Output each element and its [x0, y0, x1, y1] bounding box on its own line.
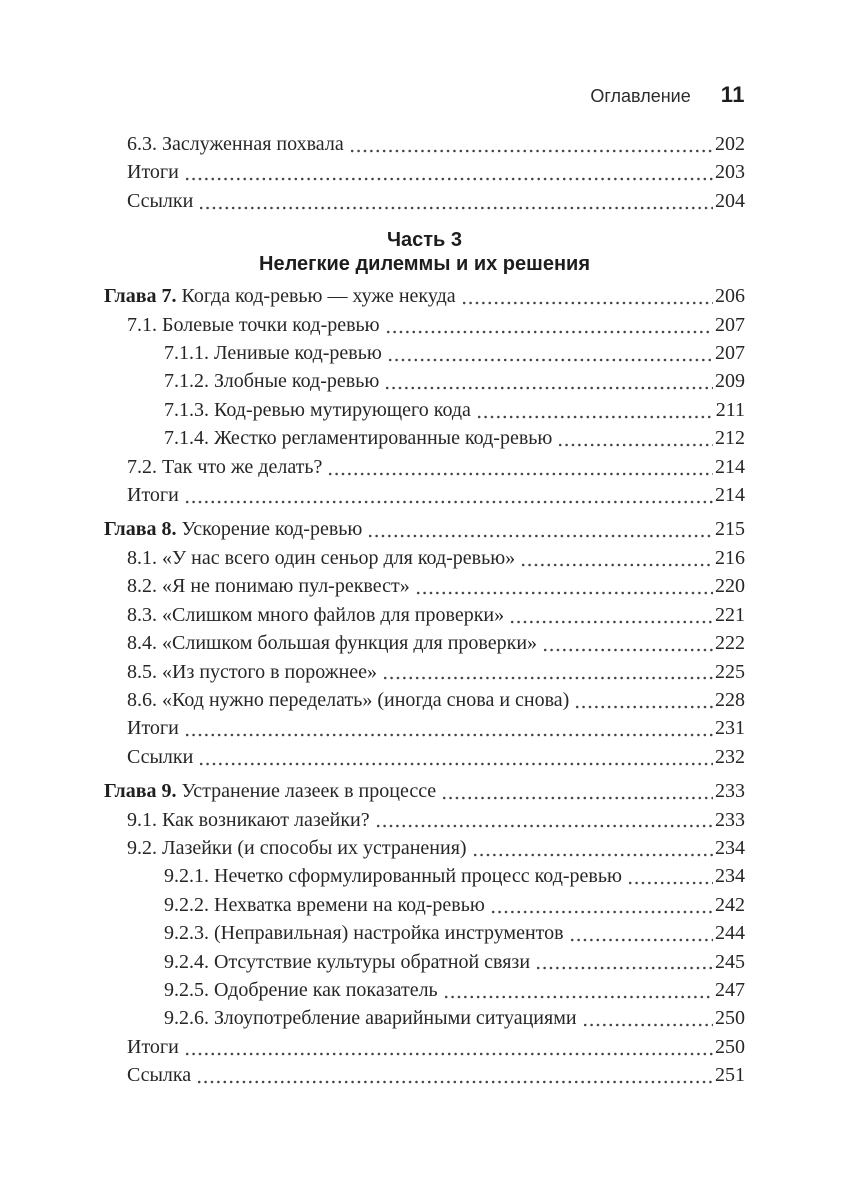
dot-leader [627, 862, 713, 890]
toc-entry-label: Итоги [127, 717, 179, 740]
toc-entry-page: 234 [715, 865, 745, 888]
toc-entry [104, 311, 745, 339]
dot-leader [385, 311, 713, 339]
toc-entry-page: 234 [715, 836, 745, 859]
toc-entry-label: 7.1.3. Код-ревью мутирующего кода [164, 398, 471, 421]
part-heading [104, 228, 745, 276]
toc-entry-label: Глава 8. Ускорение код-ревью [104, 518, 363, 541]
toc-entry [104, 187, 745, 215]
toc-entry-page: 222 [715, 632, 745, 655]
toc-entry [104, 891, 745, 919]
toc-chapter-entry [104, 515, 745, 543]
toc-entry-page: 212 [715, 427, 745, 450]
toc-entry-label: Итоги [127, 161, 179, 184]
toc-entry [104, 424, 745, 452]
toc-entry [104, 158, 745, 186]
toc-entry-label: 9.1. Как возникают лазейки? [127, 808, 370, 831]
toc-entry-page: 245 [715, 950, 745, 973]
toc-entry [104, 572, 745, 600]
page-number: 11 [720, 82, 745, 107]
dot-leader [520, 544, 713, 572]
toc-entry [104, 601, 745, 629]
toc-entry-label: 9.2.5. Одобрение как показатель [164, 978, 438, 1001]
toc-entry-page: 206 [715, 285, 745, 308]
dot-leader [443, 976, 713, 1004]
toc-entry-page: 216 [715, 546, 745, 569]
dot-leader [184, 481, 713, 509]
toc-entry-page: 231 [715, 717, 745, 740]
toc-chapter-entry [104, 777, 745, 805]
dot-leader [557, 424, 713, 452]
toc-entry [104, 948, 745, 976]
toc-entry [104, 834, 745, 862]
toc-entry-page: 247 [715, 978, 745, 1001]
toc-entry [104, 862, 745, 890]
running-head: Оглавление [590, 86, 691, 106]
toc-entry-page: 250 [715, 1007, 745, 1030]
dot-leader [198, 187, 713, 215]
toc-entry-label: 8.4. «Слишком большая функция для проверки» [127, 632, 538, 655]
toc-entry-page: 250 [715, 1035, 745, 1058]
dot-leader [569, 919, 713, 947]
toc-entry-label: 9.2.6. Злоупотребление аварийными ситуациями [164, 1007, 577, 1030]
toc-chapter-number: Глава 8. [104, 518, 182, 541]
dot-leader [375, 806, 713, 834]
toc-entry-page: 214 [715, 484, 745, 507]
toc-entry [104, 743, 745, 771]
toc-entry-page: 204 [715, 189, 745, 212]
toc-entry-label: Глава 9. Устранение лазеек в процессе [104, 780, 437, 803]
toc-entry-label: 9.2.2. Нехватка времени на код-ревью [164, 893, 485, 916]
toc-entry [104, 481, 745, 509]
toc-entry-label: 8.1. «У нас всего один сеньор для код-ревью» [127, 546, 516, 569]
dot-leader [542, 629, 713, 657]
dot-leader [387, 339, 713, 367]
dot-leader [367, 515, 713, 543]
toc-entry-page: 233 [715, 808, 745, 831]
toc-entry-page: 207 [715, 342, 745, 365]
toc-entry [104, 367, 745, 395]
toc-entry-label: Ссылки [127, 745, 194, 768]
toc-entry [104, 339, 745, 367]
toc-entry-label: 9.2. Лазейки (и способы их устранения) [127, 836, 467, 859]
toc-entry [104, 629, 745, 657]
toc-entry-label: 8.3. «Слишком много файлов для проверки» [127, 603, 505, 626]
toc-entry-label: 9.2.1. Нечетко сформулированный процесс код-ревью [164, 865, 622, 888]
toc-entry [104, 976, 745, 1004]
toc-entry-page: 244 [715, 922, 745, 945]
dot-leader [382, 658, 713, 686]
toc-entry-page: 207 [715, 313, 745, 336]
toc-entry-page: 251 [715, 1064, 745, 1087]
toc-entry-page: 233 [715, 780, 745, 803]
toc-entry-label: Глава 7. Когда код-ревью — хуже некуда [104, 285, 456, 308]
toc-entry-label: 8.5. «Из пустого в порожнее» [127, 660, 378, 683]
toc-entry-label: Ссылка [127, 1064, 192, 1087]
toc-entry [104, 919, 745, 947]
toc-entry-label: 9.2.4. Отсутствие культуры обратной связи [164, 950, 531, 973]
dot-leader [441, 777, 713, 805]
dot-leader [384, 367, 713, 395]
dot-leader [415, 572, 713, 600]
toc-entry-label: 7.1.4. Жестко регламентированные код-ревью [164, 427, 553, 450]
toc-entry [104, 544, 745, 572]
part-heading-line: Часть 3 [386, 229, 463, 252]
toc-entry-label: 8.2. «Я не понимаю пул-реквест» [127, 575, 410, 598]
toc-entry [104, 130, 745, 158]
toc-entry [104, 686, 745, 714]
toc-entry-page: 220 [715, 575, 745, 598]
toc-entry [104, 1033, 745, 1061]
dot-leader [349, 130, 713, 158]
toc-entry [104, 396, 745, 424]
dot-leader [472, 834, 713, 862]
toc-entry [104, 714, 745, 742]
toc-list [104, 130, 745, 1090]
dot-leader [574, 686, 713, 714]
dot-leader [490, 891, 713, 919]
dot-leader [184, 158, 713, 186]
toc-entry-label: Итоги [127, 1035, 179, 1058]
toc-entry-page: 202 [715, 133, 745, 155]
dot-leader [582, 1004, 713, 1032]
toc-entry-label: 7.1.2. Злобные код-ревью [164, 370, 380, 393]
toc-entry-page: 211 [715, 398, 745, 421]
toc-entry-label: 7.2. Так что же делать? [127, 455, 323, 478]
toc-entry-label: 8.6. «Код нужно переделать» (иногда снова и снова) [127, 688, 570, 711]
toc-entry-label: Итоги [127, 484, 179, 507]
page-header [590, 82, 745, 108]
dot-leader [184, 1033, 713, 1061]
dot-leader [509, 601, 713, 629]
toc-entry-label: 7.1.1. Ленивые код-ревью [164, 342, 382, 365]
dot-leader [196, 1061, 713, 1089]
toc-entry-page: 221 [715, 603, 745, 626]
dot-leader [461, 282, 713, 310]
toc-entry-page: 203 [715, 161, 745, 184]
toc-entry-page: 209 [715, 370, 745, 393]
toc-entry-label: Ссылки [127, 189, 194, 212]
dot-leader [535, 948, 713, 976]
toc-entry-page: 242 [715, 893, 745, 916]
dot-leader [184, 714, 713, 742]
toc-entry [104, 658, 745, 686]
toc-entry-label: 7.1. Болевые точки код-ревью [127, 313, 380, 336]
toc-entry [104, 1061, 745, 1089]
dot-leader [476, 396, 714, 424]
toc-chapter-number: Глава 9. [104, 780, 182, 803]
toc-entry-page: 232 [715, 745, 745, 768]
toc-entry [104, 1004, 745, 1032]
toc-entry-page: 215 [715, 518, 745, 541]
dot-leader [327, 453, 713, 481]
toc-entry-page: 228 [715, 688, 745, 711]
toc-entry-label: 9.2.3. (Неправильная) настройка инструментов [164, 922, 564, 945]
toc-entry-page: 214 [715, 455, 745, 478]
toc-entry-label: 6.3. Заслуженная похвала [127, 133, 344, 155]
toc-chapter-number: Глава 7. [104, 285, 182, 308]
dot-leader [198, 743, 713, 771]
toc-entry [104, 453, 745, 481]
part-heading-line: Нелегкие дилеммы и их решения [259, 253, 590, 276]
toc-entry [104, 806, 745, 834]
toc-entry-page: 225 [715, 660, 745, 683]
toc-chapter-entry [104, 282, 745, 310]
